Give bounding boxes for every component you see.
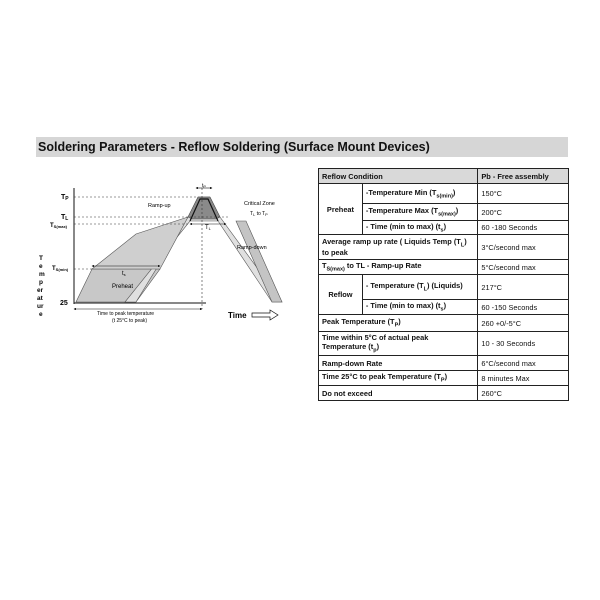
svg-text:m: m	[39, 271, 45, 278]
param-temp-max: -Temperature Max $(T_{s(max)})$	[362, 204, 477, 221]
value-time-within-peak: 10 - 30 Seconds	[478, 332, 569, 356]
y-tick-ts-max: TS(max)	[50, 223, 68, 229]
y-tick-tp: TP	[61, 194, 69, 202]
value-do-not-exceed: 260°C	[478, 386, 569, 401]
header-condition: Reflow Condition	[319, 169, 478, 184]
table-row	[319, 386, 569, 401]
value-temp-max: 200°C	[478, 204, 569, 221]
param-ts-to-tl: $T_{S(max)}$ to TL - Ramp-up Rate	[319, 260, 478, 275]
param-do-not-exceed: Do not exceed	[319, 386, 478, 401]
svg-text:ur: ur	[37, 303, 44, 310]
table-row	[319, 315, 569, 332]
value-preheat-time: 60 -180 Seconds	[478, 221, 569, 235]
svg-text:e: e	[39, 263, 43, 270]
param-reflow-temp: - Temperature $(T_L)$ (Liquids)	[362, 275, 477, 300]
table-row	[319, 184, 569, 204]
param-time-25-to-peak: Time 25°C to peak Temperature $(T_P)$	[319, 371, 478, 386]
tl-span-label: TL	[205, 225, 211, 231]
critical-zone-label: Critical Zone	[244, 201, 275, 207]
critical-zone-range-label: $T_L$ to $T_P$	[250, 211, 268, 217]
ramp-down-band	[236, 221, 282, 302]
header-value: Pb - Free assembly	[478, 169, 569, 184]
param-time-within-peak: Time within 5°C of actual peak Temperature $(t_p)$	[319, 332, 478, 356]
time-arrow-icon	[252, 310, 278, 320]
ramp-up-label: Ramp-up	[148, 203, 171, 209]
table-row	[319, 275, 569, 300]
value-temp-min: 150°C	[478, 184, 569, 204]
value-time-25-to-peak: 8 minutes Max	[478, 371, 569, 386]
value-reflow-time: 60 -150 Seconds	[478, 300, 569, 315]
ramp-up-band	[92, 217, 188, 269]
page-title: Soldering Parameters - Reflow Soldering (Surface Mount Devices)	[36, 137, 568, 157]
param-ramp-down: Ramp-down Rate	[319, 356, 478, 371]
preheat-group-label: Preheat	[319, 184, 363, 235]
svg-text:p: p	[39, 279, 43, 286]
reflow-parameter-table	[318, 168, 569, 401]
param-peak-temp: Peak Temperature $(T_P)$	[319, 315, 478, 332]
ts-span-label: ts	[122, 271, 126, 277]
svg-text:er: er	[37, 287, 44, 294]
time-axis-label: Time	[228, 311, 247, 320]
time-to-peak-sublabel: (t 25°C to peak)	[112, 318, 148, 324]
table-header-row	[319, 169, 569, 184]
param-preheat-time: - Time (min to max) $(t_s)$	[362, 221, 477, 235]
time-to-peak-label: Time to peak temperature	[97, 311, 155, 317]
svg-text:T: T	[39, 255, 43, 262]
table-row	[319, 235, 569, 260]
table-row	[319, 371, 569, 386]
param-temp-min: -Temperature Min $(T_{s(min)})$	[362, 184, 477, 204]
table-row	[319, 332, 569, 356]
tp-span-label: $t_P$	[202, 183, 206, 189]
table-row	[319, 356, 569, 371]
y-tick-25: 25	[60, 300, 68, 307]
y-tick-tl: TL	[61, 214, 69, 222]
svg-text:at: at	[37, 295, 43, 302]
y-axis-label	[37, 255, 45, 318]
param-reflow-time: - Time (min to max) $(t_s)$	[362, 300, 477, 315]
y-tick-ts-min: TS(min)	[52, 266, 69, 272]
value-ts-to-tl: 5°C/second max	[478, 260, 569, 275]
value-peak-temp: 260 +0/-5°C	[478, 315, 569, 332]
value-reflow-temp: 217°C	[478, 275, 569, 300]
value-avg-ramp: 3°C/second max	[478, 235, 569, 260]
value-ramp-down: 6°C/second max	[478, 356, 569, 371]
reflow-profile-diagram	[30, 174, 312, 332]
svg-text:e: e	[39, 311, 43, 318]
table-row	[319, 260, 569, 275]
preheat-label: Preheat	[112, 284, 134, 290]
param-avg-ramp: Average ramp up rate ( Liquids Temp $(T_L)$ to peak	[319, 235, 478, 260]
reflow-group-label: Reflow	[319, 275, 363, 315]
ramp-down-label: Ramp-down	[237, 245, 267, 251]
